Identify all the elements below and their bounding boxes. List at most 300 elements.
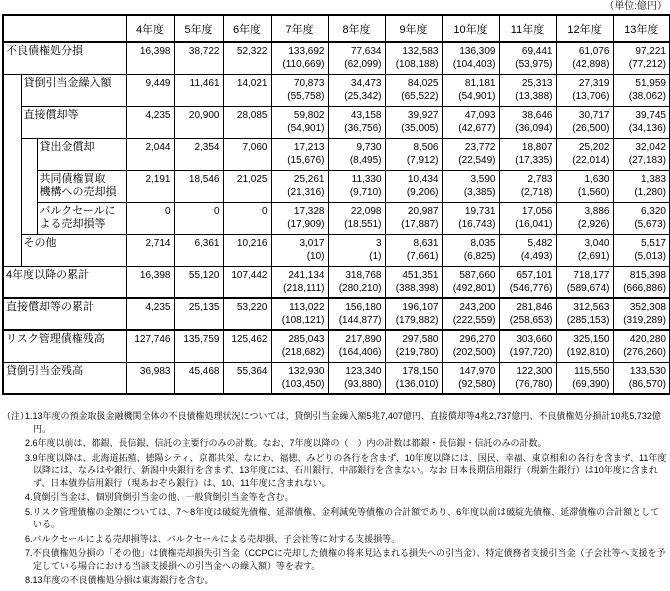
table-row <box>3 42 670 74</box>
value-paren <box>176 250 220 263</box>
value-cell <box>499 202 556 234</box>
value-paren: (7,912) <box>406 154 439 166</box>
value-main: 38,722 <box>188 46 220 57</box>
header-row <box>3 15 670 42</box>
value-cell <box>556 202 613 234</box>
value-main: 21,025 <box>236 173 268 185</box>
value-main: 2,714 <box>145 237 171 249</box>
value-cell <box>174 170 223 202</box>
value-paren: (192,810) <box>566 347 610 358</box>
value-main: 47,093 <box>464 109 496 121</box>
value-main: 2,044 <box>145 141 171 153</box>
value-cell <box>126 138 174 170</box>
value-paren: (55,758) <box>287 90 325 102</box>
value-cell <box>613 330 670 362</box>
value-paren: (92,580) <box>458 378 496 390</box>
value-cell <box>499 330 556 362</box>
value-paren: (36,756) <box>344 122 382 134</box>
value-cell <box>613 74 670 106</box>
value-main: 281,846 <box>516 302 553 313</box>
table-row <box>3 170 670 202</box>
value-paren: (276,260) <box>623 347 666 358</box>
value-paren <box>128 186 171 199</box>
value-cell <box>442 202 499 234</box>
value-paren: (2,926) <box>577 218 610 230</box>
value-paren <box>176 186 220 199</box>
value-cell <box>174 362 223 394</box>
value-paren: (197,720) <box>509 347 553 358</box>
value-cell <box>328 298 385 330</box>
value-paren: (27,183) <box>628 154 666 166</box>
value-paren: (319,289) <box>623 315 666 326</box>
footnote-item: 4.貸倒引当金は、個別貸倒引当金の他、一般貸倒引当金等を含む。 <box>25 492 294 502</box>
value-main: 18,546 <box>188 173 220 185</box>
value-cell <box>271 106 328 138</box>
value-cell <box>126 234 174 266</box>
table-row <box>3 298 670 330</box>
value-paren: (546,776) <box>509 282 553 294</box>
value-paren <box>176 58 220 71</box>
value-main: 132,930 <box>288 365 325 377</box>
value-cell <box>223 138 271 170</box>
value-main: 115,550 <box>574 365 610 377</box>
value-cell <box>556 138 613 170</box>
value-main: 718,177 <box>573 269 610 281</box>
value-cell <box>442 74 499 106</box>
value-cell <box>442 266 499 298</box>
value-paren: (16,041) <box>515 218 553 230</box>
value-paren: (54,901) <box>287 122 325 134</box>
value-paren: (93,880) <box>344 378 382 390</box>
value-main: 122,300 <box>516 365 553 377</box>
value-paren: (1,280) <box>634 186 666 198</box>
value-main: 61,076 <box>578 46 610 57</box>
footnote-item: 3.9年度以降は、北海道拓殖、徳陽シティ、京都共栄、なにわ、福徳、みどりの各行を含まず、10年度以降には、国民、幸福、東京相和の各行を含まず、11年度以降には、なみはや銀行、新潟中央銀行を含まず、13年度には、石川銀行、中部銀行を含まない。なお 日本長期信用銀行（現新生銀行）は10年度に含まれず、日本債券信用銀行（現あおぞら銀行）は、10、11年度に含まれない。 <box>25 452 667 488</box>
value-cell <box>442 106 499 138</box>
value-main: 4,235 <box>145 302 171 313</box>
value-paren <box>128 314 171 327</box>
value-paren: (258,653) <box>509 315 553 326</box>
value-cell <box>223 362 271 394</box>
value-cell <box>613 298 670 330</box>
value-paren: (36,094) <box>515 122 553 134</box>
value-main: 23,772 <box>464 141 496 153</box>
value-main: 9,730 <box>356 141 382 153</box>
value-paren <box>128 378 171 391</box>
year-column-header: 4年度 <box>126 15 174 42</box>
value-cell <box>271 266 328 298</box>
value-main: 113,022 <box>289 302 325 313</box>
value-main: 25,313 <box>521 77 553 89</box>
footnote-item: 7.不良債権処分損の「その他」は債権売却損失引当金（CCPCに売却した債権の将来見込まれる損失への引当金）、特定債務者支援引当金（子会社等へ支援を予定している場合における当該支援損への引当金への繰入額）等を表す。 <box>25 548 666 571</box>
table-row <box>3 106 670 138</box>
value-main: 2,354 <box>194 141 220 153</box>
value-cell <box>126 106 174 138</box>
value-cell <box>442 330 499 362</box>
value-paren: (1,560) <box>577 186 610 198</box>
value-paren <box>176 122 220 135</box>
footnotes <box>2 410 668 589</box>
value-paren <box>176 314 220 327</box>
value-cell <box>442 138 499 170</box>
value-paren: (26,500) <box>572 122 610 134</box>
value-main: 5,482 <box>527 237 553 249</box>
value-main: 297,580 <box>402 334 439 345</box>
value-main: 45,468 <box>188 365 220 377</box>
value-paren: (16,743) <box>458 218 496 230</box>
value-main: 3,040 <box>584 237 610 249</box>
row-label-cell: 貸出金償却 <box>37 138 126 170</box>
value-cell <box>442 42 499 74</box>
value-main: 1,630 <box>584 173 610 185</box>
value-cell <box>174 106 223 138</box>
value-paren: (388,398) <box>395 282 439 294</box>
value-paren: (103,450) <box>281 378 325 390</box>
value-main: 3,886 <box>584 205 610 217</box>
value-main: 39,927 <box>407 109 439 121</box>
value-paren: (218,111) <box>283 282 325 294</box>
value-paren: (108,188) <box>395 59 439 70</box>
value-main: 18,807 <box>521 141 553 153</box>
value-cell <box>556 234 613 266</box>
value-main: 303,660 <box>516 334 553 345</box>
row-label-cell: 貸倒引当金残高 <box>3 362 126 394</box>
footnote-item: 2.6年度以前は、都銀、長信銀、信託の主要行のみの計数。なお、7年度以降の（ ）内の計数は都銀・長信銀・信託のみの計数。 <box>25 438 547 448</box>
footnote-item: 6.バルクセールによる売却損等は、バルクセールによる売却損、子会社等に対する支援損等。 <box>25 533 401 544</box>
value-paren <box>176 90 220 103</box>
value-paren: (17,335) <box>515 154 553 166</box>
value-main: 22,098 <box>350 205 382 217</box>
value-cell <box>223 106 271 138</box>
value-cell <box>271 74 328 106</box>
year-column-header: 12年度 <box>556 15 613 42</box>
year-column-header: 9年度 <box>385 15 442 42</box>
value-main: 147,970 <box>459 365 496 377</box>
value-paren: (5,013) <box>634 250 666 262</box>
value-main: 657,101 <box>516 269 553 281</box>
value-cell <box>174 202 223 234</box>
value-main: 28,085 <box>236 109 268 121</box>
value-cell <box>174 74 223 106</box>
value-paren <box>128 122 171 135</box>
value-cell <box>499 106 556 138</box>
value-paren: (2,691) <box>577 250 610 262</box>
value-main: 53,220 <box>236 302 268 313</box>
value-main: 156,180 <box>345 302 382 313</box>
value-paren: (280,210) <box>338 282 382 294</box>
value-paren: (69,390) <box>572 378 610 390</box>
value-paren: (5,673) <box>634 218 666 230</box>
row-label-cell: 不良債権処分損 <box>3 42 126 74</box>
value-paren: (77,212) <box>628 59 666 70</box>
value-paren: (492,801) <box>452 282 496 294</box>
value-paren: (164,406) <box>338 347 382 358</box>
value-paren <box>176 154 220 167</box>
value-cell <box>613 42 670 74</box>
value-paren: (13,706) <box>572 90 610 102</box>
value-cell <box>499 298 556 330</box>
value-paren: (7,661) <box>406 250 439 262</box>
value-main: 0 <box>261 205 268 217</box>
value-cell <box>271 138 328 170</box>
value-paren <box>225 282 268 295</box>
value-main: 25,261 <box>293 173 325 185</box>
year-column-header: 8年度 <box>328 15 385 42</box>
value-paren <box>176 346 220 359</box>
value-cell <box>328 362 385 394</box>
value-cell <box>174 138 223 170</box>
value-main: 10,216 <box>236 237 268 249</box>
value-paren <box>225 122 268 135</box>
value-main: 217,890 <box>345 334 382 345</box>
value-main: 10,434 <box>407 173 439 185</box>
value-cell <box>613 170 670 202</box>
value-main: 6,361 <box>194 237 220 249</box>
value-paren <box>128 218 171 231</box>
value-main: 69,441 <box>521 46 553 57</box>
value-cell <box>223 266 271 298</box>
value-main: 25,135 <box>188 302 220 313</box>
value-main: 32,042 <box>635 141 666 153</box>
value-main: 420,280 <box>629 334 666 345</box>
value-cell <box>499 138 556 170</box>
value-main: 34,473 <box>350 77 382 89</box>
value-cell <box>271 330 328 362</box>
value-cell <box>385 106 442 138</box>
value-cell <box>556 298 613 330</box>
value-cell <box>223 330 271 362</box>
value-main: 2,783 <box>527 173 553 185</box>
value-cell <box>223 170 271 202</box>
table-body <box>3 42 670 394</box>
value-paren: (65,522) <box>401 90 439 102</box>
value-paren: (144,877) <box>338 315 382 326</box>
table-row <box>3 362 670 394</box>
value-cell <box>126 202 174 234</box>
value-paren: (62,099) <box>344 59 382 70</box>
value-main: 17,213 <box>293 141 325 153</box>
value-main: 19,731 <box>464 205 496 217</box>
value-main: 178,150 <box>402 365 439 377</box>
value-paren <box>128 90 171 103</box>
footnote-item: 1.13年度の預金取扱金融機関全体の不良債権処理状況については、貸倒引当金繰入額5兆7,407億円、直接償却等4兆2,737億円、不良債権処分損計10兆5,732億円。 <box>25 411 661 434</box>
value-cell <box>126 74 174 106</box>
year-column-header: 13年度 <box>613 15 670 42</box>
value-main: 125,462 <box>231 334 268 345</box>
value-cell <box>271 42 328 74</box>
value-main: 70,873 <box>293 77 325 89</box>
value-cell <box>126 42 174 74</box>
value-paren: (9,206) <box>406 186 439 198</box>
value-main: 7,060 <box>242 141 268 153</box>
value-main: 285,043 <box>288 334 325 345</box>
value-main: 296,270 <box>459 334 496 345</box>
value-cell <box>385 42 442 74</box>
value-main: 133,692 <box>288 46 325 57</box>
value-main: 11,330 <box>351 173 382 185</box>
value-cell <box>126 330 174 362</box>
value-main: 196,107 <box>402 302 439 313</box>
value-paren <box>225 250 268 263</box>
corner-cell <box>3 15 126 42</box>
value-cell <box>328 330 385 362</box>
value-cell <box>271 170 328 202</box>
value-cell <box>126 170 174 202</box>
value-main: 312,563 <box>573 302 610 313</box>
row-label-cell: 共同債権買取 機構への売却損 <box>37 170 126 202</box>
value-paren: (179,882) <box>395 315 439 326</box>
value-paren: (25,342) <box>344 90 382 102</box>
value-main: 318,768 <box>345 269 382 281</box>
value-cell <box>556 106 613 138</box>
value-cell <box>126 298 174 330</box>
value-paren: (1) <box>369 250 382 262</box>
row-label-cell: 直接償却等の累計 <box>3 298 126 330</box>
value-main: 11,461 <box>189 77 220 89</box>
row-label-cell: その他 <box>21 234 126 266</box>
value-main: 3,017 <box>299 237 325 249</box>
value-main: 1,383 <box>640 173 666 185</box>
value-cell <box>328 42 385 74</box>
value-main: 6,320 <box>640 205 666 217</box>
value-cell <box>385 138 442 170</box>
year-column-header: 6年度 <box>223 15 271 42</box>
value-cell <box>385 170 442 202</box>
value-main: 97,221 <box>635 46 666 57</box>
value-main: 3 <box>375 237 382 249</box>
value-paren: (86,570) <box>628 378 666 390</box>
value-cell <box>613 266 670 298</box>
value-paren: (53,975) <box>515 59 553 70</box>
table-row <box>3 74 670 106</box>
value-paren: (666,886) <box>623 282 666 294</box>
value-paren: (34,136) <box>628 122 666 134</box>
value-main: 17,328 <box>293 205 325 217</box>
value-cell <box>174 42 223 74</box>
value-paren: (222,559) <box>452 315 496 326</box>
value-main: 451,351 <box>402 269 439 281</box>
value-paren <box>225 90 268 103</box>
value-main: 77,634 <box>350 46 382 57</box>
value-cell <box>613 202 670 234</box>
value-main: 123,340 <box>345 365 382 377</box>
value-cell <box>174 298 223 330</box>
value-cell <box>174 266 223 298</box>
value-main: 30,717 <box>578 109 610 121</box>
value-cell <box>223 42 271 74</box>
table-header <box>3 15 670 42</box>
hierarchy-spacer <box>3 74 21 266</box>
value-cell <box>271 202 328 234</box>
value-cell <box>556 362 613 394</box>
value-paren <box>176 378 220 391</box>
value-paren: (589,674) <box>566 282 610 294</box>
value-paren: (13,388) <box>515 90 553 102</box>
value-cell <box>223 74 271 106</box>
value-main: 587,660 <box>459 269 496 281</box>
value-cell <box>385 266 442 298</box>
value-paren: (22,014) <box>572 154 610 166</box>
value-paren <box>225 314 268 327</box>
hierarchy-spacer <box>21 138 37 234</box>
value-paren: (110,669) <box>282 59 325 70</box>
value-paren: (42,898) <box>572 59 610 70</box>
value-cell <box>328 202 385 234</box>
value-main: 55,364 <box>236 365 268 377</box>
value-main: 4,235 <box>145 109 171 121</box>
value-main: 84,025 <box>407 77 439 89</box>
row-label-cell: 直接償却等 <box>21 106 126 138</box>
value-main: 241,134 <box>288 269 325 281</box>
value-paren: (4,493) <box>520 250 553 262</box>
value-cell <box>613 138 670 170</box>
value-main: 2,191 <box>145 173 171 185</box>
value-paren: (17,887) <box>401 218 439 230</box>
value-main: 27,319 <box>578 77 610 89</box>
value-cell <box>174 234 223 266</box>
value-main: 325,150 <box>573 334 610 345</box>
value-cell <box>385 202 442 234</box>
table-row <box>3 234 670 266</box>
value-main: 59,802 <box>293 109 325 121</box>
year-column-header: 5年度 <box>174 15 223 42</box>
value-paren: (22,549) <box>458 154 496 166</box>
value-paren: (136,010) <box>395 378 439 390</box>
value-main: 8,035 <box>470 237 496 249</box>
year-column-header: 10年度 <box>442 15 499 42</box>
value-main: 0 <box>164 205 171 217</box>
value-main: 352,308 <box>629 302 666 313</box>
value-paren <box>225 378 268 391</box>
value-paren <box>225 186 268 199</box>
value-cell <box>385 234 442 266</box>
value-paren <box>225 154 268 167</box>
value-paren: (2,718) <box>520 186 553 198</box>
value-cell <box>385 74 442 106</box>
value-paren <box>176 218 220 231</box>
value-main: 81,181 <box>464 77 496 89</box>
value-paren: (15,676) <box>287 154 325 166</box>
value-cell <box>499 74 556 106</box>
value-cell <box>499 170 556 202</box>
value-cell <box>556 170 613 202</box>
value-main: 5,517 <box>640 237 666 249</box>
value-main: 52,322 <box>236 46 268 57</box>
value-paren: (218,682) <box>281 347 325 358</box>
value-main: 43,158 <box>350 109 382 121</box>
value-main: 16,398 <box>139 46 171 57</box>
value-cell <box>499 362 556 394</box>
value-paren <box>225 346 268 359</box>
value-paren: (108,121) <box>281 315 325 326</box>
value-paren: (21,316) <box>287 186 325 198</box>
value-paren <box>225 218 268 231</box>
value-main: 3,590 <box>470 173 496 185</box>
value-main: 133,530 <box>629 365 666 377</box>
value-main: 55,120 <box>188 269 220 281</box>
value-paren <box>176 282 220 295</box>
value-cell <box>271 234 328 266</box>
value-cell <box>126 266 174 298</box>
value-main: 20,900 <box>188 109 220 121</box>
value-paren: (9,710) <box>349 186 382 198</box>
value-cell <box>271 298 328 330</box>
value-cell <box>499 234 556 266</box>
value-main: 51,959 <box>635 77 666 89</box>
value-cell <box>328 74 385 106</box>
year-column-header: 7年度 <box>271 15 328 42</box>
value-cell <box>442 170 499 202</box>
